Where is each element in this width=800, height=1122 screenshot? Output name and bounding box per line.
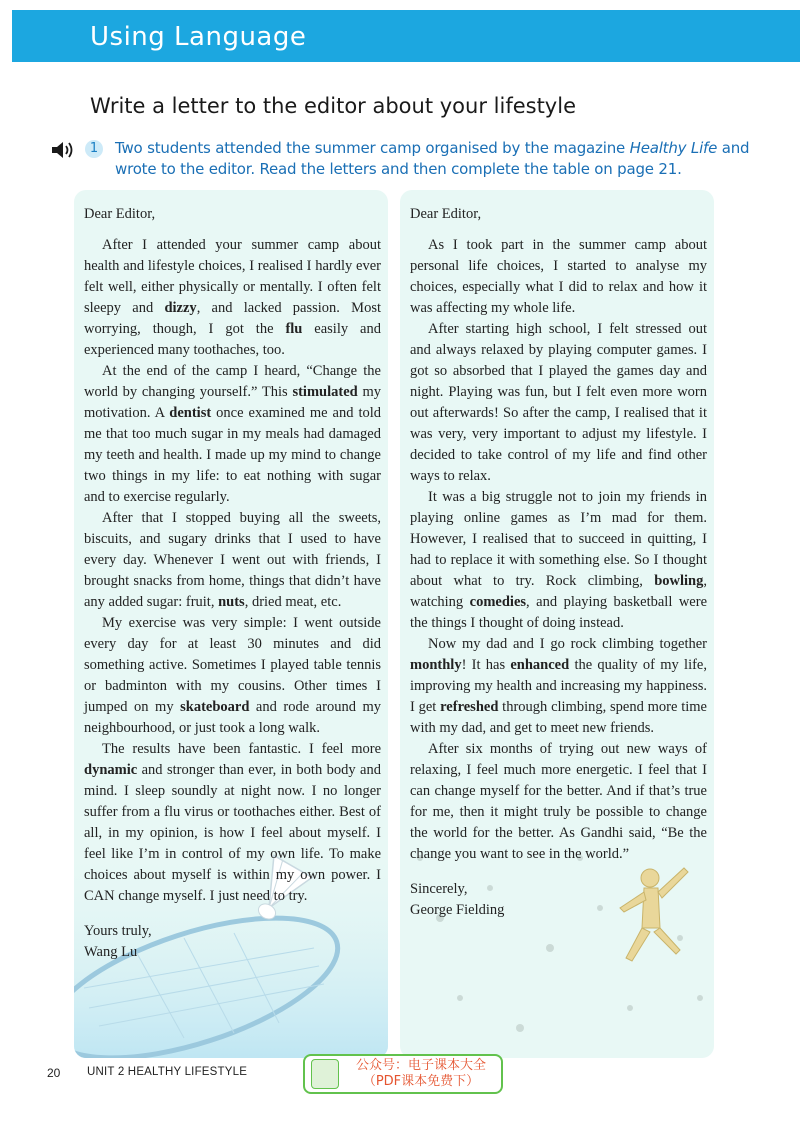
vocabulary-word: bowling — [654, 573, 704, 589]
vocabulary-word: dentist — [169, 405, 212, 421]
book-logo-icon — [311, 1059, 339, 1089]
vocabulary-word: nuts — [218, 594, 245, 610]
letter-george-fielding — [410, 204, 707, 921]
letter-greeting: Dear Editor, — [84, 206, 156, 222]
vocabulary-word: enhanced — [510, 657, 570, 673]
letter-paragraph: It was a big struggle not to join my friends in playing online games as I’m mad for them. However, I realised that to succeed in quitting, I had to replace it with something else. So I thought about what to try. Rock climbing, bowling, watching comedies, and playing basketball were the things I thought of doing instead. — [410, 489, 708, 631]
vocabulary-word: monthly — [410, 657, 462, 673]
watermark-text — [345, 1058, 497, 1090]
vocabulary-word: skateboard — [180, 699, 250, 715]
vocabulary-word: comedies — [469, 594, 527, 610]
unit-banner — [12, 10, 800, 62]
letter-paragraph: Now my dad and I go rock climbing together monthly! It has enhanced the quality of my life, improving my health and increasing my happiness. I get refreshed through climbing, spend more time with my dad, and get to meet new friends. — [410, 636, 707, 736]
unit-label: UNIT 2 HEALTHY LIFESTYLE — [87, 1066, 248, 1078]
letter-paragraph: As I took part in the summer camp about personal life choices, I started to analyse my choices, especially what I did to relax and how it was affecting my whole life. — [410, 237, 707, 316]
vocabulary-word: flu — [285, 321, 303, 337]
vocabulary-word: refreshed — [440, 699, 499, 715]
instruction — [50, 138, 750, 182]
watermark-line-1: 公众号：电子课本大全 — [355, 1058, 486, 1073]
letter-greeting: Dear Editor, — [410, 206, 482, 222]
vocabulary-word: dizzy — [164, 300, 197, 316]
page-number: 20 — [47, 1066, 61, 1080]
vocabulary-word: dynamic — [84, 762, 138, 778]
watermark-line-2: （PDF课本免费下） — [362, 1074, 480, 1089]
letter-paragraph: After six months of trying out new ways of relaxing, I feel much more energetic. I feel that I can change myself for the better. And if that’s true for me, then it might truly be possible to change the world for the better. As Gandhi said, “Be the change you want to see in the world.” — [410, 741, 707, 862]
letter-panel-wang-lu — [74, 190, 388, 1058]
magazine-name: Healthy Life — [629, 139, 718, 157]
letter-paragraph: The results have been fantastic. I feel more dynamic and stronger than ever, in both body and mind. I sleep soundly at night now. I no longer suffer from a flu virus or toothaches either. Best of all, in my opinion, is how I feel about myself. I feel like I’m in control of my own life. To make choices about myself is within my own power. I CAN change myself. I just need to try. — [84, 741, 381, 904]
letter-paragraph: After I attended your summer camp about health and lifestyle choices, I realised I hardly ever felt well, either physically or mentally. I often felt sleepy and dizzy, and lacked passion. Most worrying, though, I got the flu easily and experienced many toothaches, too. — [84, 237, 381, 358]
section-title: Write a letter to the editor about your lifestyle — [90, 94, 576, 118]
letter-wang-lu — [84, 204, 381, 963]
speaker-icon[interactable] — [50, 140, 76, 160]
instruction-text — [115, 138, 755, 180]
letter-closing: Yours truly, — [84, 923, 152, 939]
instruction-text-after: and wrote to the editor. Read the letters and then complete the table on page 21. — [115, 139, 750, 178]
letter-paragraph: At the end of the camp I heard, “Change the world by changing yourself.” This stimulated my motivation. A dentist once examined me and told me that too much sugar in my meals had damaged my teeth and health. I made up my mind to change two things in my life: to eat nothing with sugar and to exercise regularly. — [84, 363, 382, 505]
letter-body — [84, 235, 381, 907]
letter-panel-george-fielding — [400, 190, 714, 1058]
vocabulary-word: stimulated — [292, 384, 358, 400]
instruction-text-before: Two students attended the summer camp organised by the magazine — [115, 139, 630, 157]
banner-title: Using Language — [90, 22, 307, 52]
letter-signature: Wang Lu — [84, 944, 138, 960]
letter-paragraph: My exercise was very simple: I went outside every day for at least 30 minutes and did something active. Sometimes I played table tennis or badminton with my cousins. Other times I jumped on my skateboard and rode around my neighbourhood, or just took a long walk. — [84, 615, 381, 736]
letter-signature: George Fielding — [410, 902, 505, 918]
letter-closing: Sincerely, — [410, 881, 468, 897]
watermark-badge — [303, 1054, 503, 1094]
letter-paragraph: After starting high school, I felt stressed out and always relaxed by playing computer games. I got so absorbed that I played the games day and night. Playing was fun, but I felt even more worn out afterwards! So after the camp, I realised that it was very, very important to adjust my lifestyle. I decided to take control of my life and find other ways to relax. — [410, 321, 707, 484]
letter-paragraph: After that I stopped buying all the sweets, biscuits, and sugary drinks that I used to have every day. Whenever I went out with friends, I brought snacks from home, things that didn’t have any added sugar: fruit, nuts, dried meat, etc. — [84, 510, 381, 610]
exercise-number: 1 — [85, 140, 103, 158]
letter-body — [410, 235, 707, 865]
